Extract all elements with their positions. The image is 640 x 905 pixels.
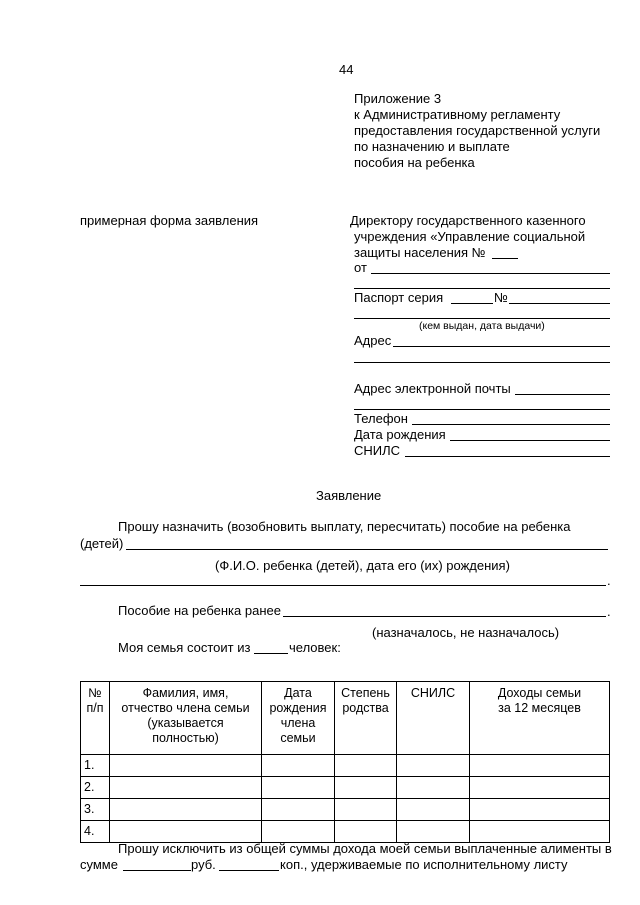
rub-field[interactable]: [123, 870, 191, 871]
addressee-line-1: Директору государственного казенного: [350, 213, 586, 228]
cell-snils[interactable]: [397, 799, 470, 821]
document-title: Заявление: [316, 488, 382, 503]
sum-label: сумме: [80, 857, 118, 872]
table-row: [81, 777, 610, 799]
family-suffix: человек:: [289, 640, 341, 655]
table-row: [81, 799, 610, 821]
cell-relation[interactable]: [335, 777, 397, 799]
period-mark: .: [607, 604, 611, 619]
cell-birth-date[interactable]: [262, 755, 335, 777]
address-field[interactable]: [393, 346, 610, 347]
cell-income[interactable]: [470, 755, 610, 777]
cell-name[interactable]: [110, 821, 262, 843]
cell-name[interactable]: [110, 799, 262, 821]
request-children-label: (детей): [80, 536, 124, 551]
cell-name[interactable]: [110, 777, 262, 799]
form-label: примерная форма заявления: [80, 213, 259, 228]
appendix-line: предоставления государственной услуги: [354, 123, 601, 138]
address-field-continued[interactable]: [354, 362, 610, 363]
table-row: [81, 821, 610, 843]
email-label: Адрес электронной почты: [354, 381, 511, 396]
period-mark: .: [607, 573, 611, 588]
row-number: 2.: [81, 777, 110, 799]
cell-snils[interactable]: [397, 777, 470, 799]
appendix-line: пособия на ребенка: [354, 155, 475, 170]
cell-birth-date[interactable]: [262, 799, 335, 821]
request-text: Прошу назначить (возобновить выплату, пересчитать) пособие на ребенка: [118, 519, 571, 534]
kop-field[interactable]: [219, 870, 279, 871]
from-field-continued[interactable]: [354, 288, 610, 289]
appendix-line: к Административному регламенту: [354, 107, 561, 122]
cell-snils[interactable]: [397, 821, 470, 843]
cell-relation[interactable]: [335, 755, 397, 777]
col-birth-date-header: Дата рождения члена семьи: [262, 682, 335, 755]
table-header-row: [81, 682, 610, 755]
passport-issued-note: (кем выдан, дата выдачи): [419, 320, 545, 332]
col-income-header: Доходы семьи за 12 месяцев: [470, 682, 610, 755]
phone-field[interactable]: [412, 424, 610, 425]
cell-relation[interactable]: [335, 799, 397, 821]
passport-number-field[interactable]: [509, 303, 610, 304]
cell-income[interactable]: [470, 777, 610, 799]
alimony-text: Прошу исключить из общей суммы дохода моей семьи выплаченные алименты в: [118, 841, 612, 856]
addressee-line-2: учреждения «Управление социальной: [354, 229, 586, 244]
cell-name[interactable]: [110, 755, 262, 777]
cell-birth-date[interactable]: [262, 821, 335, 843]
family-prefix: Моя семья состоит из: [118, 640, 251, 655]
earlier-field[interactable]: [283, 616, 606, 617]
appendix-line: по назначению и выплате: [354, 139, 510, 154]
cell-relation[interactable]: [335, 821, 397, 843]
email-field[interactable]: [515, 394, 610, 395]
children-field[interactable]: [126, 549, 608, 550]
snils-label: СНИЛС: [354, 443, 401, 458]
address-label: Адрес: [354, 333, 392, 348]
passport-number-label: №: [494, 290, 508, 305]
family-members-table: [80, 681, 610, 843]
appendix-line: Приложение 3: [354, 91, 442, 106]
phone-label: Телефон: [354, 411, 408, 426]
child-note: (Ф.И.О. ребенка (детей), дата его (их) рождения): [215, 558, 510, 573]
kop-text: коп., удерживаемые по исполнительному листу: [280, 857, 568, 872]
birth-date-field[interactable]: [450, 440, 610, 441]
birth-date-label: Дата рождения: [354, 427, 446, 442]
col-name-header: Фамилия, имя, отчество члена семьи (указывается полностью): [110, 682, 262, 755]
rub-label: руб.: [191, 857, 216, 872]
row-number: 3.: [81, 799, 110, 821]
cell-snils[interactable]: [397, 755, 470, 777]
page-number: 44: [339, 62, 354, 77]
col-relation-header: Степень родства: [335, 682, 397, 755]
col-number-header: № п/п: [81, 682, 110, 755]
snils-field[interactable]: [405, 456, 610, 457]
table-row: [81, 755, 610, 777]
cell-birth-date[interactable]: [262, 777, 335, 799]
office-number-field[interactable]: [492, 258, 518, 259]
row-number: 4.: [81, 821, 110, 843]
addressee-line-3: защиты населения №: [354, 245, 486, 260]
passport-issued-field[interactable]: [354, 318, 610, 319]
family-count-field[interactable]: [254, 653, 288, 654]
earlier-label: Пособие на ребенка ранее: [118, 603, 281, 618]
from-field[interactable]: [371, 273, 610, 274]
from-label: от: [354, 260, 367, 275]
email-field-continued[interactable]: [354, 409, 610, 410]
appendix-block: [354, 91, 600, 171]
cell-income[interactable]: [470, 821, 610, 843]
passport-series-field[interactable]: [451, 303, 493, 304]
passport-series-label: Паспорт серия: [354, 290, 444, 305]
row-number: 1.: [81, 755, 110, 777]
cell-income[interactable]: [470, 799, 610, 821]
col-snils-header: СНИЛС: [397, 682, 470, 755]
earlier-note: (назначалось, не назначалось): [372, 625, 560, 640]
children-field-continued[interactable]: [80, 585, 606, 586]
